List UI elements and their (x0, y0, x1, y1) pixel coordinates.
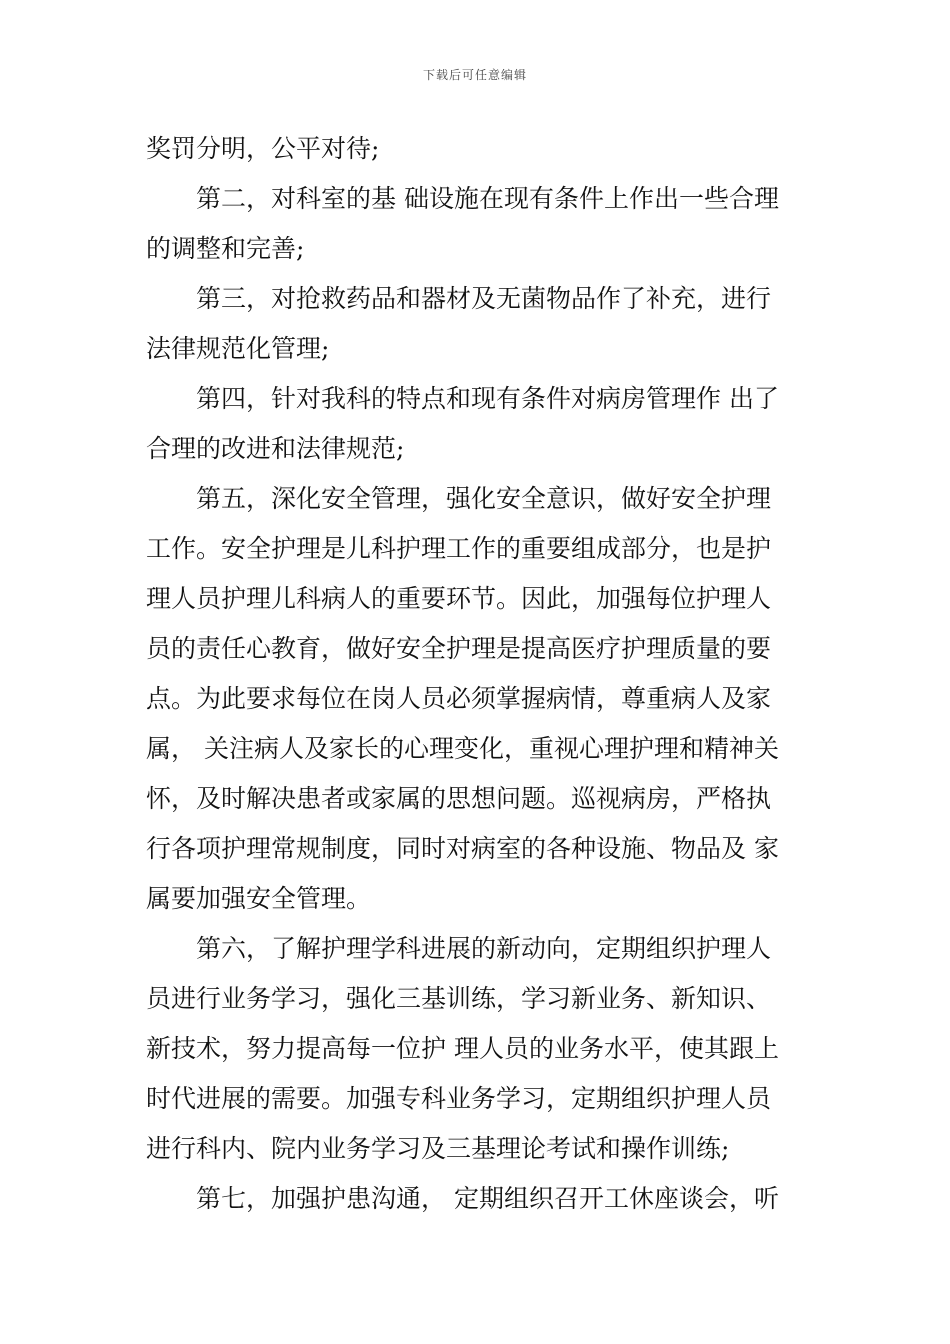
text-line: 第五，深化安全管理，强化安全意识，做好安全护理 (196, 484, 772, 513)
text-line: 时代进展的需要。加强专科业务学习，定期组织护理人员 (146, 1084, 772, 1113)
text-line: 第六，了解护理学科进展的新动向，定期组织护理人 (196, 934, 772, 963)
page-header: 下载后可任意编辑 (422, 68, 527, 82)
text-line: 属要加强安全管理。 (146, 884, 372, 913)
text-line: 新技术，努力提高每一位护 理人员的业务水平，使其跟上 (146, 1034, 779, 1063)
text-line: 点。为此要求每位在岗人员必须掌握病情，尊重病人及家 (146, 684, 772, 713)
text-line: 工作。安全护理是儿科护理工作的重要组成部分，也是护 (146, 534, 772, 563)
text-line: 奖罚分明，公平对待; (146, 134, 380, 163)
text-line: 员的责任心教育，做好安全护理是提高医疗护理质量的要 (146, 634, 772, 663)
text-line: 理人员护理儿科病人的重要环节。因此，加强每位护理人 (146, 584, 772, 613)
text-line: 合理的改进和法律规范; (146, 434, 405, 463)
text-line: 第四，针对我科的特点和现有条件对病房管理作 出了 (196, 384, 779, 413)
text-line: 第二，对科室的基 础设施在现有条件上作出一些合理 (196, 184, 779, 213)
text-line: 第七，加强护患沟通， 定期组织召开工休座谈会，听 (196, 1184, 779, 1213)
text-line: 第三，对抢救药品和器材及无菌物品作了补充，进行 (196, 284, 772, 313)
text-line: 的调整和完善; (146, 234, 305, 263)
text-line: 员进行业务学习，强化三基训练，学习新业务、新知识、 (146, 984, 772, 1013)
document-body (146, 124, 808, 1224)
text-line: 怀，及时解决患者或家属的思想问题。巡视病房，严格执 (146, 784, 772, 813)
text-line: 属， 关注病人及家长的心理变化，重视心理护理和精神关 (146, 734, 779, 763)
text-line: 进行科内、院内业务学习及三基理论考试和操作训练; (146, 1134, 730, 1163)
text-line: 行各项护理常规制度，同时对病室的各种设施、物品及 家 (146, 834, 779, 863)
text-line: 法律规范化管理; (146, 334, 330, 363)
